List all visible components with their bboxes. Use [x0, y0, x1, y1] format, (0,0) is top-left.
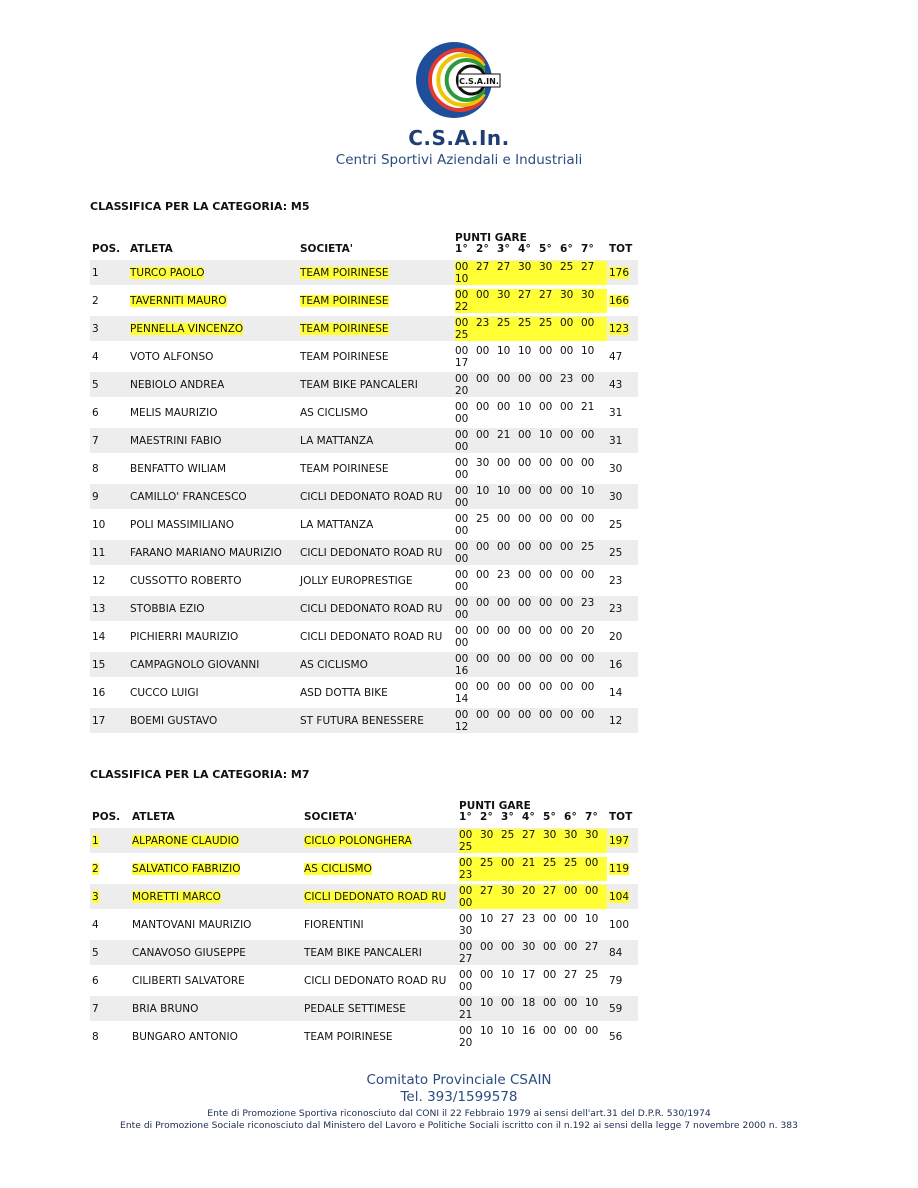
cell-pos: 1 [90, 828, 130, 853]
cell-pos: 11 [90, 540, 128, 565]
cell-pos: 2 [92, 294, 99, 307]
table-row [90, 856, 638, 881]
cell-punti: 00 00 00 00 00 00 00 14 [455, 680, 595, 705]
cell-tot: 20 [609, 630, 623, 643]
cell-punti: 00 10 10 00 00 00 10 00 [453, 484, 607, 509]
cell-punti: 00 30 00 00 00 00 00 00 [455, 456, 595, 481]
section-title-m5: CLASSIFICA PER LA CATEGORIA: M5 [90, 200, 310, 213]
page-header [0, 40, 918, 168]
table-row [90, 968, 638, 993]
org-name: C.S.A.In. [408, 126, 510, 150]
cell-pos: 14 [92, 630, 106, 643]
cell-societa: CICLI DEDONATO ROAD RU [298, 484, 453, 509]
table-row [90, 884, 638, 909]
cell-atleta: CAMILLO' FRANCESCO [128, 484, 298, 509]
cell-tot: 23 [607, 596, 638, 621]
cell-societa: CICLI DEDONATO ROAD RU [304, 974, 447, 987]
cell-societa: TEAM POIRINESE [298, 316, 453, 341]
cell-punti: 00 23 25 25 25 00 00 25 [453, 316, 607, 341]
cell-tot: 197 [607, 828, 638, 853]
cell-punti: 00 00 21 00 10 00 00 00 [453, 428, 607, 453]
cell-punti: 00 00 00 10 00 00 21 00 [455, 400, 595, 425]
table-row [90, 288, 638, 313]
footer-committee: Comitato Provinciale CSAIN [366, 1072, 552, 1088]
cell-pos: 17 [90, 708, 128, 733]
table-row [90, 540, 638, 565]
cell-societa: TEAM BIKE PANCALERI [298, 372, 453, 397]
table-row [90, 484, 638, 509]
table-row [90, 940, 638, 965]
cell-atleta: POLI MASSIMILIANO [130, 518, 234, 531]
cell-punti: 00 00 00 00 00 00 23 00 [453, 596, 607, 621]
col-atleta: ATLETA [132, 811, 175, 823]
cell-tot: 31 [607, 428, 638, 453]
cell-societa: TEAM POIRINESE [298, 260, 453, 285]
cell-pos: 7 [90, 428, 128, 453]
cell-tot: 123 [607, 316, 638, 341]
cell-tot: 23 [609, 574, 623, 587]
cell-pos: 6 [92, 974, 99, 987]
cell-societa: LA MATTANZA [298, 428, 453, 453]
cell-atleta: CANAVOSO GIUSEPPE [130, 940, 302, 965]
svg-text:C.S.A.IN.: C.S.A.IN. [459, 77, 499, 86]
page-footer [0, 1072, 918, 1131]
cell-tot: 166 [609, 294, 630, 307]
cell-punti: 00 10 10 16 00 00 00 20 [459, 1024, 599, 1049]
cell-pos: 5 [90, 940, 130, 965]
table-row [90, 624, 638, 649]
cell-societa: PEDALE SETTIMESE [302, 996, 457, 1021]
cell-atleta: BRIA BRUNO [130, 996, 302, 1021]
cell-punti: 00 00 30 27 27 30 30 22 [453, 288, 607, 313]
cell-societa: AS CICLISMO [300, 406, 368, 419]
cell-pos: 12 [92, 574, 106, 587]
cell-punti: 00 00 00 00 00 00 00 12 [453, 708, 607, 733]
cell-tot: 104 [607, 884, 638, 909]
table-row [90, 372, 638, 397]
cell-punti: 00 00 00 00 00 23 00 20 [453, 372, 607, 397]
footer-legal-social: Ente di Promozione Sociale riconosciuto dal Ministero del Lavoro e Politiche Sociali iscritto con il n.192 ai sensi della legge 7 novembre 2000 n. 383 [120, 1120, 798, 1131]
cell-tot: 59 [607, 996, 638, 1021]
cell-pos: 4 [92, 350, 99, 363]
cell-societa: TEAM POIRINESE [300, 294, 389, 307]
cell-punti: 00 00 00 30 00 00 27 27 [457, 940, 607, 965]
cell-tot: 12 [607, 708, 638, 733]
cell-tot: 119 [609, 862, 630, 875]
col-societa: SOCIETA' [300, 243, 353, 255]
cell-atleta: TAVERNITI MAURO [130, 294, 227, 307]
cell-punti: 00 10 27 23 00 00 10 30 [459, 912, 599, 937]
col-societa: SOCIETA' [304, 811, 357, 823]
cell-tot: 31 [609, 406, 623, 419]
section-title-m7: CLASSIFICA PER LA CATEGORIA: M7 [90, 768, 310, 781]
cell-tot: 47 [609, 350, 623, 363]
cell-pos: 9 [90, 484, 128, 509]
cell-tot: 43 [607, 372, 638, 397]
cell-societa: TEAM POIRINESE [300, 462, 389, 475]
cell-pos: 8 [92, 1030, 99, 1043]
cell-punti: 00 00 23 00 00 00 00 00 [455, 568, 595, 593]
table-row [90, 260, 638, 285]
cell-atleta: BOEMI GUSTAVO [128, 708, 298, 733]
cell-pos: 5 [90, 372, 128, 397]
cell-atleta: NEBIOLO ANDREA [128, 372, 298, 397]
footer-phone: Tel. 393/1599578 [400, 1089, 518, 1105]
cell-tot: 16 [607, 652, 638, 677]
cell-societa: AS CICLISMO [304, 862, 372, 875]
cell-tot: 176 [607, 260, 638, 285]
table-row [90, 428, 638, 453]
cell-societa: FIORENTINI [304, 918, 364, 931]
cell-pos: 6 [92, 406, 99, 419]
table-row [90, 912, 638, 937]
cell-atleta: CILIBERTI SALVATORE [132, 974, 245, 987]
table-row [90, 400, 638, 425]
cell-societa: CICLI DEDONATO ROAD RU [302, 884, 457, 909]
table-row [90, 344, 638, 369]
cell-punti: 00 25 00 21 25 25 00 23 [457, 856, 607, 881]
cell-atleta: BENFATTO WILIAM [130, 462, 227, 475]
cell-pos: 4 [92, 918, 99, 931]
cell-societa: CICLO POLONGHERA [302, 828, 457, 853]
cell-punti: 00 00 00 00 00 00 00 16 [453, 652, 607, 677]
table-row [90, 652, 638, 677]
cell-pos: 2 [92, 862, 99, 875]
table-row [90, 596, 638, 621]
cell-pos: 16 [92, 686, 106, 699]
cell-atleta: MANTOVANI MAURIZIO [132, 918, 252, 931]
cell-punti: 00 00 00 00 00 00 25 00 [453, 540, 607, 565]
cell-punti: 00 00 10 10 00 00 10 17 [455, 344, 595, 369]
cell-punti: 00 10 00 18 00 00 10 21 [457, 996, 607, 1021]
cell-pos: 1 [90, 260, 128, 285]
col-atleta: ATLETA [130, 243, 173, 255]
cell-atleta: STOBBIA EZIO [128, 596, 298, 621]
col-tot: TOT [609, 243, 633, 255]
cell-societa: ASD DOTTA BIKE [300, 686, 388, 699]
table-row [90, 568, 638, 593]
cell-tot: 14 [609, 686, 623, 699]
cell-tot: 56 [609, 1030, 623, 1043]
cell-societa: AS CICLISMO [298, 652, 453, 677]
col-pos: POS. [92, 811, 121, 823]
cell-punti: 00 27 30 20 27 00 00 00 [457, 884, 607, 909]
cell-atleta: PICHIERRI MAURIZIO [130, 630, 239, 643]
table-row [90, 828, 638, 853]
table-row [90, 316, 638, 341]
cell-punti: 00 00 00 00 00 00 20 00 [455, 624, 595, 649]
col-punti-gare: PUNTI GARE 1° 2° 3° 4° 5° 6° 7° [455, 232, 594, 255]
cell-atleta: MELIS MAURIZIO [130, 406, 218, 419]
cell-tot: 100 [609, 918, 630, 931]
cell-societa: CICLI DEDONATO ROAD RU [298, 596, 453, 621]
cell-atleta: VOTO ALFONSO [130, 350, 214, 363]
cell-atleta: MORETTI MARCO [130, 884, 302, 909]
cell-atleta: FARANO MARIANO MAURIZIO [128, 540, 298, 565]
org-subtitle: Centri Sportivi Aziendali e Industriali [335, 152, 583, 168]
cell-pos: 10 [92, 518, 106, 531]
col-pos: POS. [92, 243, 121, 255]
cell-punti: 00 25 00 00 00 00 00 00 [455, 512, 595, 537]
cell-punti: 00 27 27 30 30 25 27 10 [453, 260, 607, 285]
cell-pos: 13 [90, 596, 128, 621]
cell-pos: 15 [90, 652, 128, 677]
ranking-table-m5 [90, 228, 638, 736]
cell-atleta: MAESTRINI FABIO [128, 428, 298, 453]
cell-societa: ST FUTURA BENESSERE [298, 708, 453, 733]
footer-legal-sport: Ente di Promozione Sportiva riconosciuto dal CONI il 22 Febbraio 1979 ai sensi dell'art.31 del D.P.R. 530/1974 [207, 1108, 711, 1119]
table-row [90, 456, 638, 481]
ranking-table-m7 [90, 796, 638, 1052]
cell-tot: 25 [609, 518, 623, 531]
table-row [90, 680, 638, 705]
col-punti-gare: PUNTI GARE 1° 2° 3° 4° 5° 6° 7° [459, 800, 598, 823]
cell-pos: 3 [90, 884, 130, 909]
cell-societa: CICLI DEDONATO ROAD RU [300, 630, 443, 643]
cell-societa: JOLLY EUROPRESTIGE [300, 574, 413, 587]
cell-atleta: SALVATICO FABRIZIO [132, 862, 241, 875]
cell-atleta: ALPARONE CLAUDIO [130, 828, 302, 853]
cell-atleta: BUNGARO ANTONIO [132, 1030, 238, 1043]
cell-pos: 3 [90, 316, 128, 341]
cell-tot: 84 [607, 940, 638, 965]
cell-pos: 7 [90, 996, 130, 1021]
cell-tot: 79 [609, 974, 623, 987]
cell-societa: TEAM BIKE PANCALERI [302, 940, 457, 965]
cell-tot: 30 [607, 484, 638, 509]
cell-atleta: CAMPAGNOLO GIOVANNI [128, 652, 298, 677]
cell-tot: 25 [607, 540, 638, 565]
cell-atleta: TURCO PAOLO [128, 260, 298, 285]
cell-atleta: PENNELLA VINCENZO [128, 316, 298, 341]
table-row [90, 1024, 638, 1049]
cell-societa: TEAM POIRINESE [304, 1030, 393, 1043]
cell-punti: 00 30 25 27 30 30 30 25 [457, 828, 607, 853]
cell-punti: 00 00 10 17 00 27 25 00 [459, 968, 599, 993]
table-row [90, 996, 638, 1021]
csain-logo-icon [414, 40, 504, 120]
cell-societa: CICLI DEDONATO ROAD RU [298, 540, 453, 565]
cell-societa: TEAM POIRINESE [300, 350, 389, 363]
cell-atleta: CUCCO LUIGI [130, 686, 199, 699]
col-tot: TOT [609, 811, 633, 823]
cell-societa: LA MATTANZA [300, 518, 374, 531]
cell-atleta: CUSSOTTO ROBERTO [130, 574, 242, 587]
cell-pos: 8 [92, 462, 99, 475]
table-row [90, 512, 638, 537]
table-row [90, 708, 638, 733]
cell-tot: 30 [609, 462, 623, 475]
